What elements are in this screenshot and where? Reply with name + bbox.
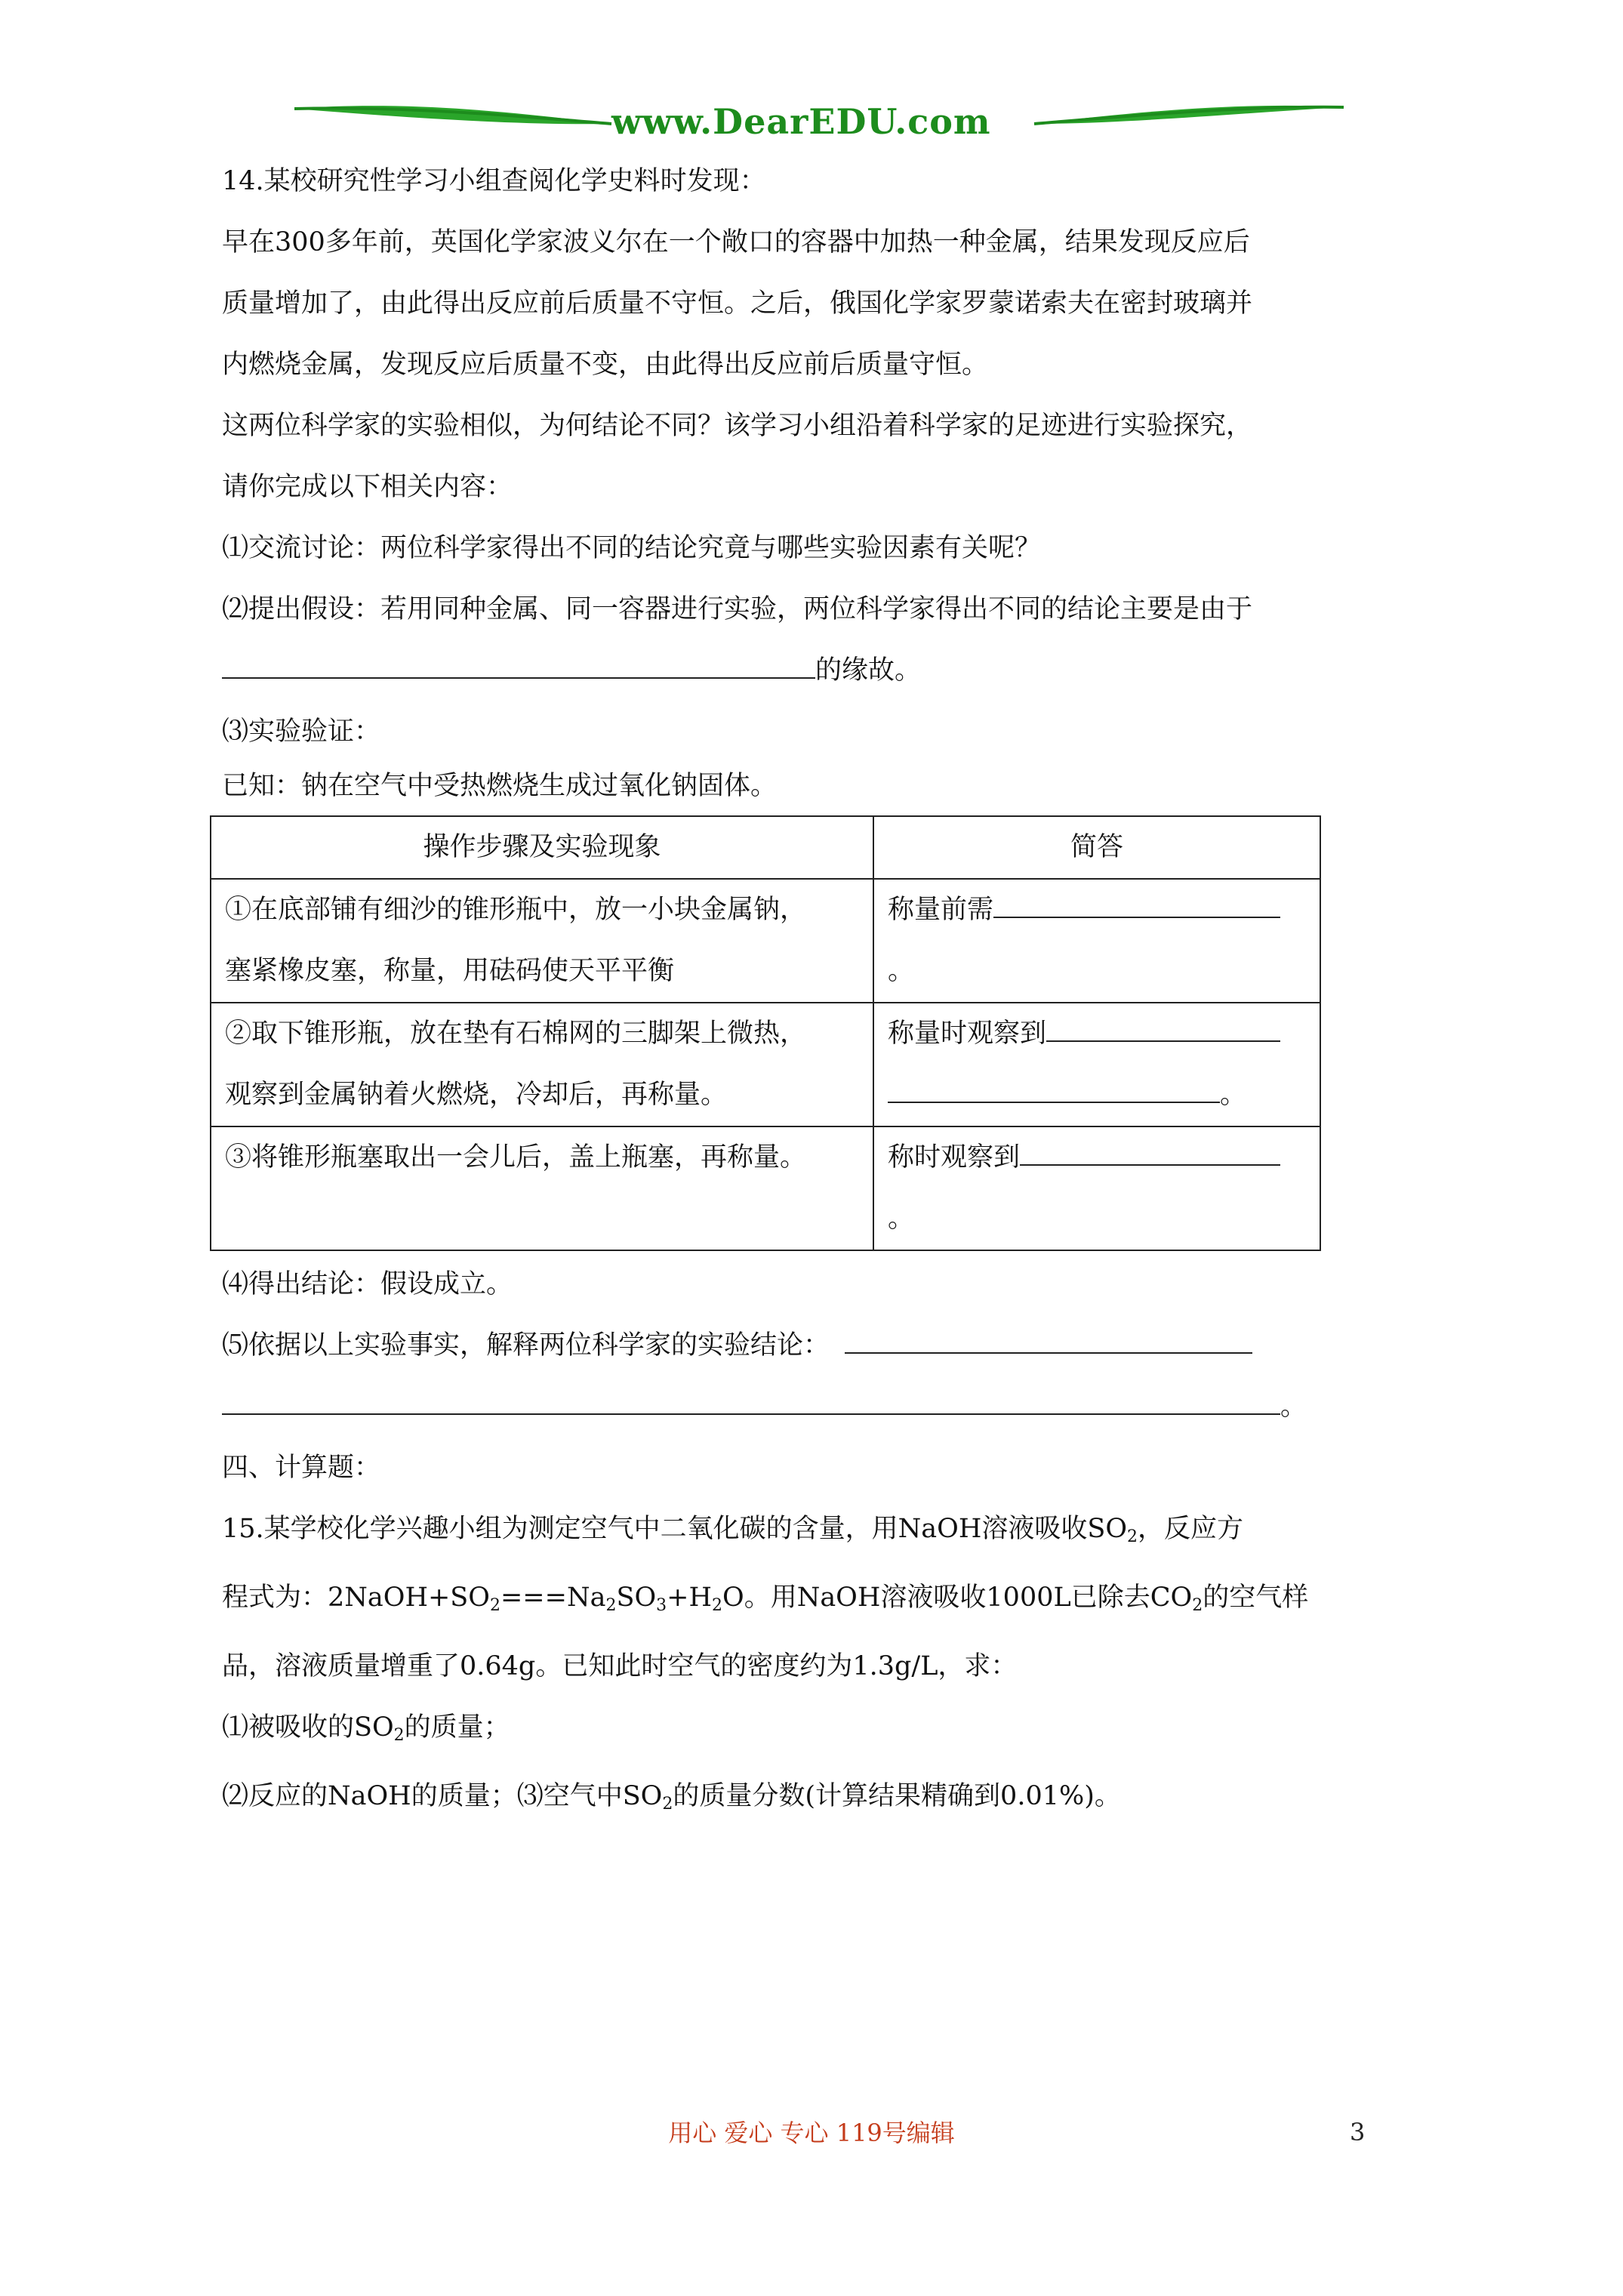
header-logo-text: www.DearEDU.com — [611, 101, 991, 142]
main-content — [222, 151, 1354, 1835]
q15-text: ⑴被吸收的SO — [222, 1712, 394, 1743]
answer-blank[interactable] — [222, 655, 815, 679]
table-cell-operation — [211, 1003, 873, 1126]
section-title: 四、计算题： — [222, 1453, 381, 1483]
q15-text: 的质量； — [404, 1712, 510, 1743]
operation-line: 观察到金属钠着火燃烧，冷却后，再称量。 — [225, 1080, 728, 1110]
subscript: 2 — [712, 1596, 722, 1615]
q15-text: 程式为：2NaOH+SO — [222, 1583, 490, 1613]
table-header-row — [211, 816, 1320, 879]
answer-suffix: 。 — [1220, 1080, 1247, 1110]
table-header-answer: 简答 — [873, 816, 1320, 879]
q14-step5-end: 。 — [1280, 1391, 1307, 1422]
q15-text: ===Na — [500, 1583, 606, 1613]
q15-line2 — [222, 1567, 1354, 1636]
answer-prefix: 称时观察到 — [888, 1142, 1021, 1173]
table-row — [211, 1003, 1320, 1126]
page-number: 3 — [1350, 2118, 1366, 2147]
q14-step2-tail: 的缘故。 — [815, 655, 922, 686]
q14-step4: ⑷得出结论：假设成立。 — [222, 1269, 513, 1299]
experiment-table — [210, 815, 1321, 1251]
table-row — [211, 1126, 1320, 1250]
footer-text: 用心 爱心 专心 119号编辑 — [668, 2119, 955, 2147]
q14-step5-answer-line — [222, 1376, 1354, 1438]
q14-para1-line3: 内燃烧金属，发现反应后质量不变，由此得出反应前后质量守恒。 — [222, 350, 989, 380]
q14-step5-text: ⑸依据以上实验事实，解释两位科学家的实验结论： — [222, 1330, 830, 1361]
table-cell-operation — [211, 879, 873, 1003]
q15-text: 15.某学校化学兴趣小组为测定空气中二氧化碳的含量，用NaOH溶液吸收SO — [222, 1514, 1128, 1544]
answer-blank[interactable] — [993, 894, 1280, 918]
q14-step3: ⑶实验验证： — [222, 717, 381, 747]
answer-blank[interactable] — [1046, 1018, 1280, 1042]
q15-text: +H — [667, 1583, 712, 1613]
answer-blank[interactable] — [222, 1391, 1280, 1415]
table-cell-operation — [211, 1126, 873, 1250]
table-header-operation: 操作步骤及实验现象 — [211, 816, 873, 879]
q15-line1 — [222, 1499, 1354, 1567]
subscript: 2 — [489, 1596, 500, 1615]
answer-prefix: 称量前需 — [888, 895, 994, 925]
subscript: 2 — [1192, 1596, 1203, 1615]
q15-sub1 — [222, 1697, 1354, 1766]
q14-title: 14.某校研究性学习小组查阅化学史料时发现： — [222, 166, 766, 196]
q14-para2-line1: 这两位科学家的实验相似，为何结论不同？该学习小组沿着科学家的足迹进行实验探究， — [222, 411, 1253, 441]
q14-para1-line2: 质量增加了，由此得出反应前后质量不守恒。之后，俄国化学家罗蒙诺索夫在密封玻璃并 — [222, 288, 1253, 319]
table-cell-answer — [873, 1126, 1320, 1250]
operation-line: ②取下锥形瓶，放在垫有石棉网的三脚架上微热， — [225, 1019, 807, 1049]
q14-known: 已知：钠在空气中受热燃烧生成过氧化钠固体。 — [222, 771, 778, 801]
q15-text: O。用NaOH溶液吸收1000L已除去CO — [722, 1583, 1193, 1613]
answer-suffix: 。 — [888, 1203, 915, 1234]
q14-step2-answer-line — [222, 640, 1354, 701]
answer-blank[interactable] — [888, 1079, 1220, 1103]
answer-suffix: 。 — [888, 956, 915, 986]
q15-text: ⑵反应的NaOH的质量；⑶空气中SO — [222, 1781, 663, 1811]
subscript: 2 — [1127, 1527, 1138, 1546]
subscript: 2 — [393, 1726, 405, 1745]
answer-prefix: 称量时观察到 — [888, 1019, 1047, 1049]
q15-line3: 品，溶液质量增重了0.64g。已知此时空气的密度约为1.3g/L，求： — [222, 1651, 1018, 1681]
subscript: 2 — [605, 1596, 617, 1615]
table-row — [211, 879, 1320, 1003]
operation-line: ③将锥形瓶塞取出一会儿后，盖上瓶塞，再称量。 — [225, 1142, 807, 1173]
q14-para1-line1: 早在300多年前，英国化学家波义尔在一个敞口的容器中加热一种金属，结果发现反应后 — [222, 227, 1250, 257]
operation-line: ①在底部铺有细沙的锥形瓶中，放一小块金属钠， — [225, 895, 807, 925]
q14-para2-line2: 请你完成以下相关内容： — [222, 472, 513, 502]
answer-blank[interactable] — [845, 1330, 1252, 1354]
q14-step5 — [222, 1315, 1354, 1376]
q14-step2: ⑵提出假设：若用同种金属、同一容器进行实验，两位科学家得出不同的结论主要是由于 — [222, 594, 1253, 624]
answer-blank[interactable] — [1020, 1142, 1280, 1166]
q15-text: ，反应方 — [1138, 1514, 1244, 1544]
q15-sub2 — [222, 1766, 1354, 1835]
operation-line: 塞紧橡皮塞，称量，用砝码使天平平衡 — [225, 956, 675, 986]
q15-text: 的空气样 — [1203, 1583, 1309, 1613]
subscript: 3 — [656, 1596, 667, 1615]
q15-text: SO — [616, 1583, 657, 1613]
subscript: 2 — [662, 1795, 673, 1814]
table-cell-answer — [873, 879, 1320, 1003]
q14-step1: ⑴交流讨论：两位科学家得出不同的结论究竟与哪些实验因素有关呢？ — [222, 533, 1042, 563]
q15-text: 的质量分数(计算结果精确到0.01%)。 — [673, 1781, 1121, 1811]
table-cell-answer — [873, 1003, 1320, 1126]
